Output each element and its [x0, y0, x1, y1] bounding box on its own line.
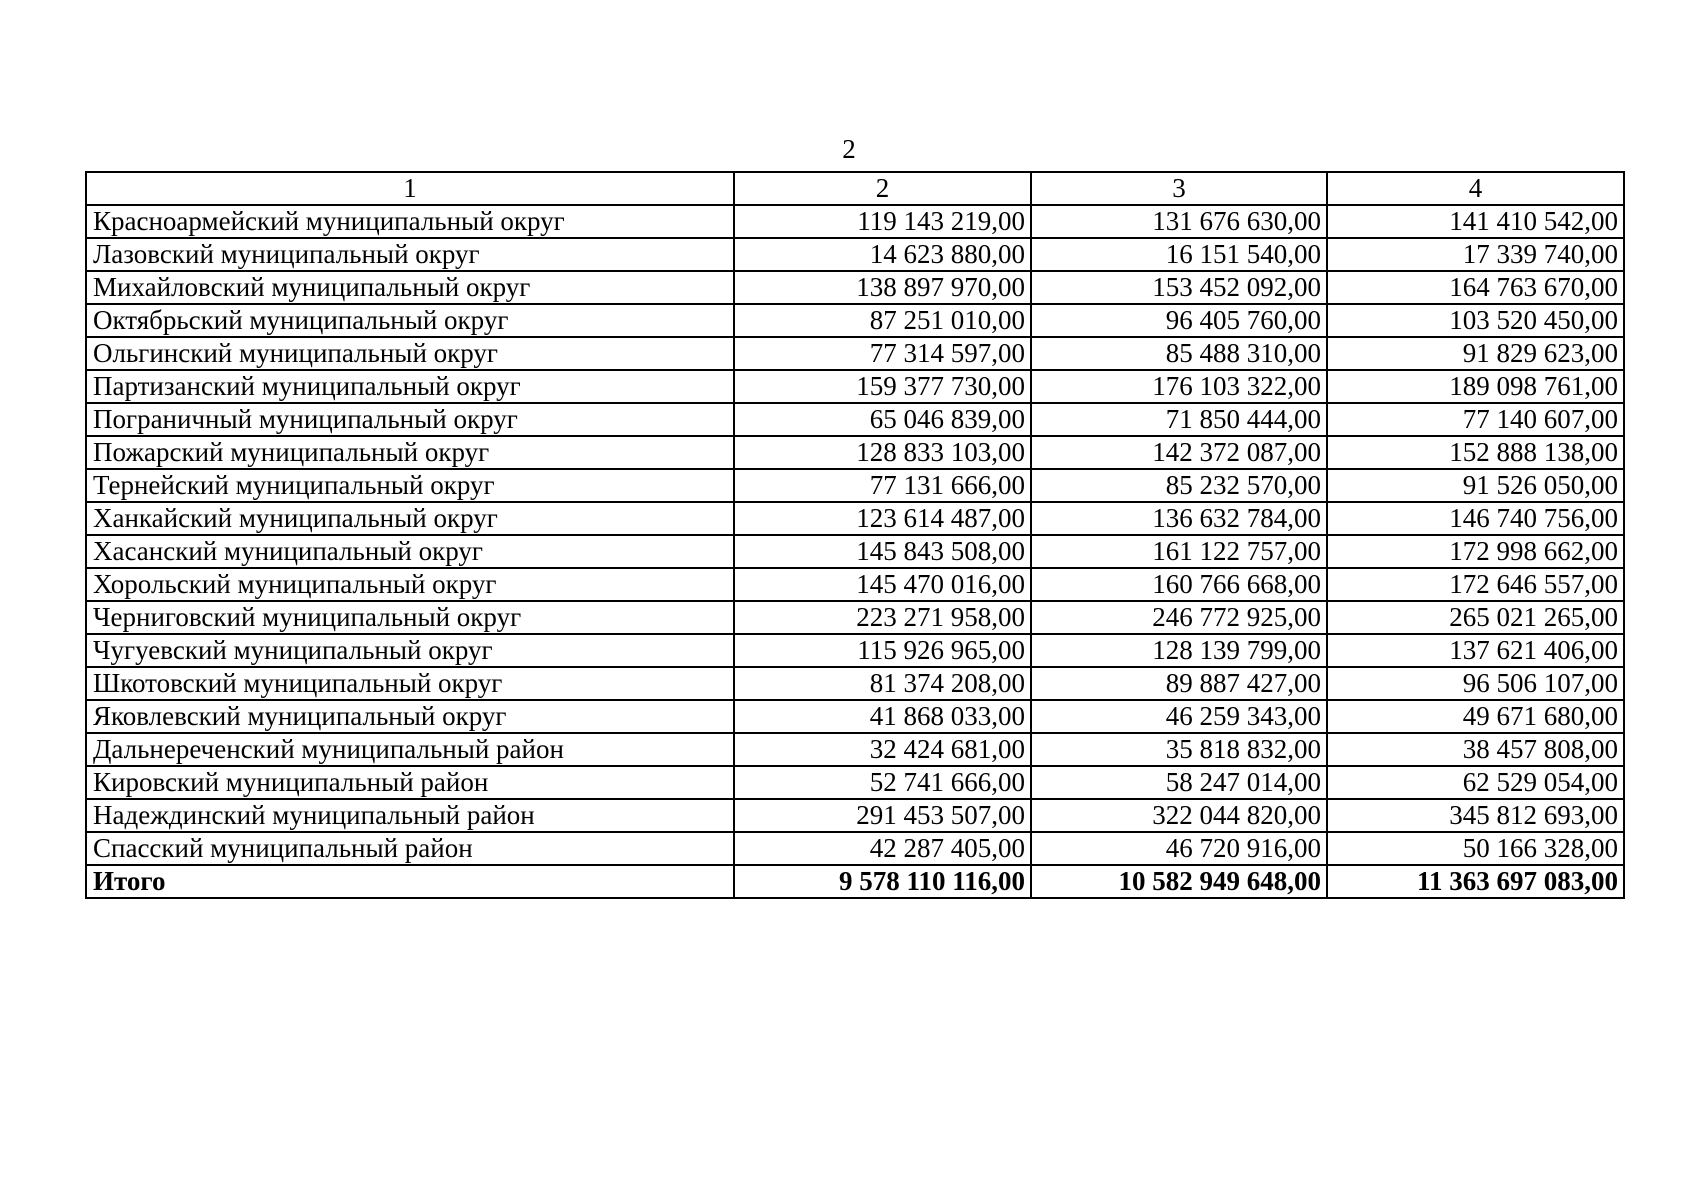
table-row [86, 667, 1624, 700]
value-col-3: 153 452 092,00 [1031, 271, 1327, 304]
value-col-3: 142 372 087,00 [1031, 436, 1327, 469]
value-col-2: 123 614 487,00 [734, 502, 1031, 535]
value-col-4: 172 998 662,00 [1327, 535, 1624, 568]
value-col-3: 71 850 444,00 [1031, 403, 1327, 436]
value-col-2: 81 374 208,00 [734, 667, 1031, 700]
header-col-4: 4 [1327, 172, 1624, 205]
value-col-2: 223 271 958,00 [734, 601, 1031, 634]
value-col-3: 46 259 343,00 [1031, 700, 1327, 733]
value-col-3: 58 247 014,00 [1031, 766, 1327, 799]
value-col-4: 77 140 607,00 [1327, 403, 1624, 436]
value-col-2: 14 623 880,00 [734, 238, 1031, 271]
municipality-name: Ольгинский муниципальный округ [86, 337, 734, 370]
value-col-4: 91 829 623,00 [1327, 337, 1624, 370]
table-row [86, 469, 1624, 502]
budget-table [85, 171, 1625, 899]
municipality-name: Тернейский муниципальный округ [86, 469, 734, 502]
value-col-2: 159 377 730,00 [734, 370, 1031, 403]
total-col-3: 10 582 949 648,00 [1031, 865, 1327, 898]
value-col-4: 189 098 761,00 [1327, 370, 1624, 403]
header-col-1: 1 [86, 172, 734, 205]
table-body [86, 205, 1624, 898]
value-col-3: 128 139 799,00 [1031, 634, 1327, 667]
value-col-3: 85 488 310,00 [1031, 337, 1327, 370]
municipality-name: Партизанский муниципальный округ [86, 370, 734, 403]
table-row [86, 271, 1624, 304]
value-col-3: 16 151 540,00 [1031, 238, 1327, 271]
total-col-2: 9 578 110 116,00 [734, 865, 1031, 898]
table-row [86, 238, 1624, 271]
table-row [86, 403, 1624, 436]
municipality-name: Красноармейский муниципальный округ [86, 205, 734, 238]
municipality-name: Чугуевский муниципальный округ [86, 634, 734, 667]
value-col-2: 52 741 666,00 [734, 766, 1031, 799]
total-col-4: 11 363 697 083,00 [1327, 865, 1624, 898]
municipality-name: Дальнереченский муниципальный район [86, 733, 734, 766]
header-col-3: 3 [1031, 172, 1327, 205]
municipality-name: Октябрьский муниципальный округ [86, 304, 734, 337]
municipality-name: Яковлевский муниципальный округ [86, 700, 734, 733]
value-col-4: 172 646 557,00 [1327, 568, 1624, 601]
table-row [86, 337, 1624, 370]
value-col-4: 62 529 054,00 [1327, 766, 1624, 799]
value-col-4: 50 166 328,00 [1327, 832, 1624, 865]
municipality-name: Надеждинский муниципальный район [86, 799, 734, 832]
municipality-name: Хорольский муниципальный округ [86, 568, 734, 601]
table-row [86, 568, 1624, 601]
table-row [86, 436, 1624, 469]
municipality-name: Кировский муниципальный район [86, 766, 734, 799]
municipality-name: Шкотовский муниципальный округ [86, 667, 734, 700]
table-row [86, 700, 1624, 733]
table-row [86, 370, 1624, 403]
value-col-3: 96 405 760,00 [1031, 304, 1327, 337]
value-col-3: 46 720 916,00 [1031, 832, 1327, 865]
value-col-2: 145 470 016,00 [734, 568, 1031, 601]
municipality-name: Лазовский муниципальный округ [86, 238, 734, 271]
value-col-4: 152 888 138,00 [1327, 436, 1624, 469]
value-col-3: 89 887 427,00 [1031, 667, 1327, 700]
value-col-3: 322 044 820,00 [1031, 799, 1327, 832]
value-col-2: 128 833 103,00 [734, 436, 1031, 469]
value-col-3: 160 766 668,00 [1031, 568, 1327, 601]
header-col-2: 2 [734, 172, 1031, 205]
municipality-name: Хасанский муниципальный округ [86, 535, 734, 568]
value-col-4: 103 520 450,00 [1327, 304, 1624, 337]
value-col-3: 161 122 757,00 [1031, 535, 1327, 568]
value-col-4: 96 506 107,00 [1327, 667, 1624, 700]
table-row [86, 535, 1624, 568]
value-col-4: 265 021 265,00 [1327, 601, 1624, 634]
value-col-3: 35 818 832,00 [1031, 733, 1327, 766]
municipality-name: Спасский муниципальный район [86, 832, 734, 865]
value-col-2: 119 143 219,00 [734, 205, 1031, 238]
municipality-name: Черниговский муниципальный округ [86, 601, 734, 634]
value-col-4: 49 671 680,00 [1327, 700, 1624, 733]
municipality-name: Ханкайский муниципальный округ [86, 502, 734, 535]
value-col-3: 246 772 925,00 [1031, 601, 1327, 634]
value-col-4: 137 621 406,00 [1327, 634, 1624, 667]
value-col-4: 17 339 740,00 [1327, 238, 1624, 271]
value-col-2: 41 868 033,00 [734, 700, 1031, 733]
value-col-4: 91 526 050,00 [1327, 469, 1624, 502]
value-col-2: 87 251 010,00 [734, 304, 1031, 337]
value-col-3: 136 632 784,00 [1031, 502, 1327, 535]
value-col-3: 131 676 630,00 [1031, 205, 1327, 238]
total-row [86, 865, 1624, 898]
table-row [86, 601, 1624, 634]
value-col-2: 77 314 597,00 [734, 337, 1031, 370]
table-row [86, 766, 1624, 799]
value-col-2: 32 424 681,00 [734, 733, 1031, 766]
header-row [86, 172, 1624, 205]
value-col-4: 345 812 693,00 [1327, 799, 1624, 832]
page-number: 2 [842, 134, 856, 164]
value-col-3: 176 103 322,00 [1031, 370, 1327, 403]
table-row [86, 733, 1624, 766]
value-col-2: 65 046 839,00 [734, 403, 1031, 436]
value-col-3: 85 232 570,00 [1031, 469, 1327, 502]
table-row [86, 502, 1624, 535]
municipality-name: Пограничный муниципальный округ [86, 403, 734, 436]
value-col-4: 146 740 756,00 [1327, 502, 1624, 535]
value-col-2: 77 131 666,00 [734, 469, 1031, 502]
value-col-4: 141 410 542,00 [1327, 205, 1624, 238]
value-col-2: 138 897 970,00 [734, 271, 1031, 304]
table-row [86, 634, 1624, 667]
municipality-name: Пожарский муниципальный округ [86, 436, 734, 469]
municipality-name: Михайловский муниципальный округ [86, 271, 734, 304]
table-header [86, 172, 1624, 205]
value-col-2: 145 843 508,00 [734, 535, 1031, 568]
value-col-4: 164 763 670,00 [1327, 271, 1624, 304]
value-col-4: 38 457 808,00 [1327, 733, 1624, 766]
table-row [86, 205, 1624, 238]
table-row [86, 799, 1624, 832]
total-label: Итого [86, 865, 734, 898]
value-col-2: 115 926 965,00 [734, 634, 1031, 667]
table-row [86, 832, 1624, 865]
value-col-2: 42 287 405,00 [734, 832, 1031, 865]
value-col-2: 291 453 507,00 [734, 799, 1031, 832]
table-row [86, 304, 1624, 337]
